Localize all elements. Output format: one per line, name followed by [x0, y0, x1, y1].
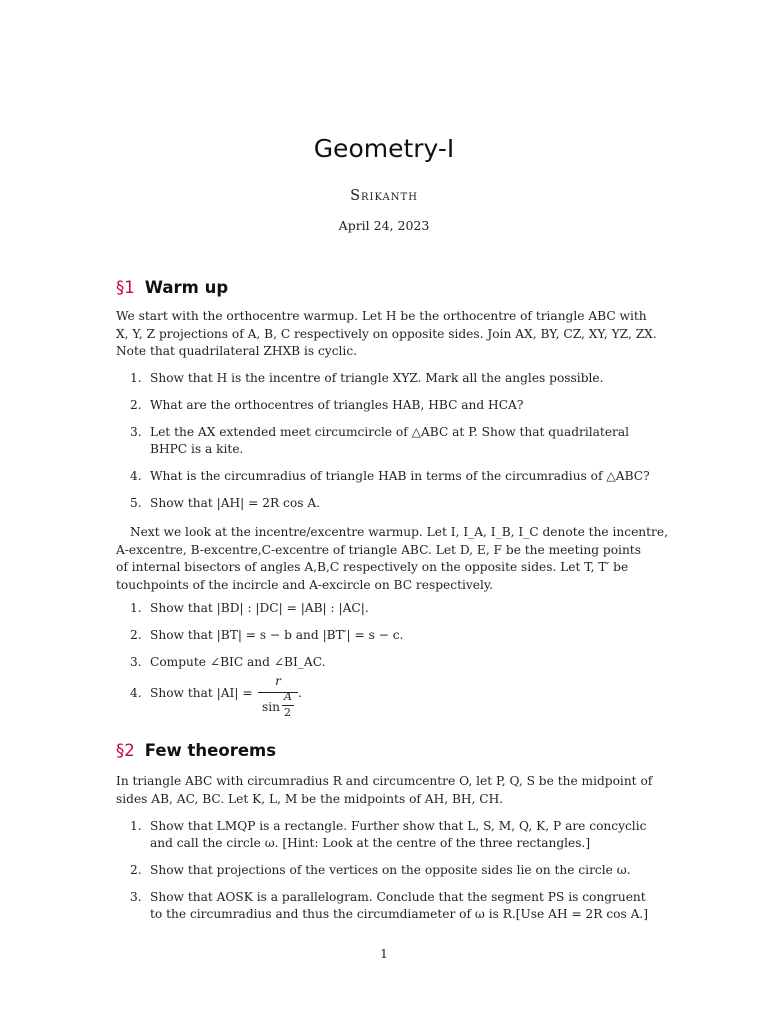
list-item-text: and call the circle ω. [Hint: Look at the centre of the three rectangles.]: [150, 836, 591, 850]
fraction-suffix: .: [298, 686, 302, 700]
fraction-numerator: r: [275, 674, 281, 688]
list-item-fraction: [116, 674, 416, 722]
list-item-text: What are the orthocentres of triangles HAB, HBC and HCA?: [150, 398, 524, 412]
list-item: [116, 468, 661, 485]
list-item-text: BHPC is a kite.: [150, 442, 244, 456]
incentre-exercise-list: [116, 600, 661, 681]
list-item-text: Show that AOSK is a parallelogram. Conclude that the segment PS is congruent: [150, 890, 646, 904]
list-item-text: Show that |AI| =: [150, 686, 253, 700]
document-date: April 24, 2023: [338, 218, 430, 233]
list-item: [116, 397, 661, 414]
section-title: Warm up: [144, 278, 229, 297]
paragraph-line: We start with the orthocentre warmup. Let H be the orthocentre of triangle ABC with: [116, 309, 647, 323]
list-item-text: Show that LMQP is a rectangle. Further show that L, S, M, Q, K, P are concyclic: [150, 819, 647, 833]
section-2-intro-paragraph: [116, 773, 656, 808]
paragraph-line: X, Y, Z projections of A, B, C respectively on opposite sides. Join AX, BY, CZ, XY, YZ, ZX.: [116, 326, 657, 341]
list-item-number: 3.: [130, 890, 142, 904]
theorems-exercise-list: [116, 818, 661, 933]
list-item: [116, 370, 661, 387]
paragraph-line: In triangle ABC with circumradius R and circumcentre O, let P, Q, S be the midpoint of: [116, 774, 653, 788]
list-item-text: Compute ∠BIC and ∠BI_AC.: [150, 655, 326, 669]
list-item-number: 5.: [130, 496, 142, 510]
list-item: [116, 889, 661, 923]
list-item: [116, 654, 661, 671]
list-item: [116, 424, 661, 458]
list-item: [116, 600, 661, 617]
list-item-number: 3.: [130, 425, 142, 439]
section-title: Few theorems: [144, 741, 277, 760]
section-number: §2: [116, 741, 135, 760]
list-item-text: Show that |BD| : |DC| = |AB| : |AC|.: [150, 601, 369, 615]
list-item-text: Show that H is the incentre of triangle XYZ. Mark all the angles possible.: [150, 371, 604, 385]
paragraph-line: of internal bisectors of angles A,B,C respectively on the opposite sides. Let T, T′ be: [116, 560, 629, 574]
list-item: [116, 862, 661, 879]
list-item-number: 2.: [130, 628, 142, 642]
list-item-text: Show that |AH| = 2R cos A.: [150, 496, 321, 510]
paragraph-line: A-excentre, B-excentre,C-excentre of triangle ABC. Let D, E, F be the meeting points: [116, 542, 641, 557]
orthocentre-exercise-list: [116, 370, 661, 522]
list-item-number: 4.: [130, 686, 142, 700]
document-title: Geometry-I: [313, 134, 455, 163]
document-author: Srikanth: [350, 188, 418, 204]
paragraph-line: touchpoints of the incircle and A-excircle on BC respectively.: [116, 577, 493, 592]
list-item-text: What is the circumradius of triangle HAB in terms of the circumradius of △ABC?: [150, 469, 650, 483]
list-item-text: Show that |BT| = s − b and |BT′| = s − c.: [150, 628, 404, 642]
list-item-number: 2.: [130, 398, 142, 412]
list-item: [116, 495, 661, 512]
list-item-text: Let the AX extended meet circumcircle of △ABC at P. Show that quadrilateral: [150, 425, 630, 439]
paragraph-line: sides AB, AC, BC. Let K, L, M be the midpoints of AH, BH, CH.: [116, 791, 504, 806]
list-item-number: 1.: [130, 371, 142, 385]
section-heading-warm-up: [116, 278, 228, 297]
fraction-inner-numerator: A: [284, 690, 292, 703]
list-item: [116, 627, 661, 644]
section-number: §1: [116, 278, 135, 297]
fraction-denominator-fn: sin: [262, 700, 281, 714]
list-item-number: 2.: [130, 863, 142, 877]
page-number: 1: [380, 946, 388, 961]
paragraph-line: Next we look at the incentre/excentre warmup. Let I, I_A, I_B, I_C denote the incentre,: [130, 525, 668, 539]
list-item-number: 4.: [130, 469, 142, 483]
list-item-number: 1.: [130, 819, 142, 833]
list-item-number: 1.: [130, 601, 142, 615]
paragraph-line: Note that quadrilateral ZHXB is cyclic.: [116, 344, 358, 358]
list-item-text: to the circumradius and thus the circumdiameter of ω is R.[Use AH = 2R cos A.]: [150, 907, 649, 921]
list-item-text: Show that projections of the vertices on the opposite sides lie on the circle ω.: [150, 863, 631, 877]
list-item-number: 3.: [130, 655, 142, 669]
fraction-inner-denominator: 2: [284, 706, 291, 719]
section-heading-few-theorems: [116, 741, 276, 760]
incentre-paragraph: [116, 524, 668, 594]
section-1-intro-paragraph: [116, 308, 656, 361]
list-item: [116, 818, 661, 852]
fraction-bar: [258, 692, 298, 693]
